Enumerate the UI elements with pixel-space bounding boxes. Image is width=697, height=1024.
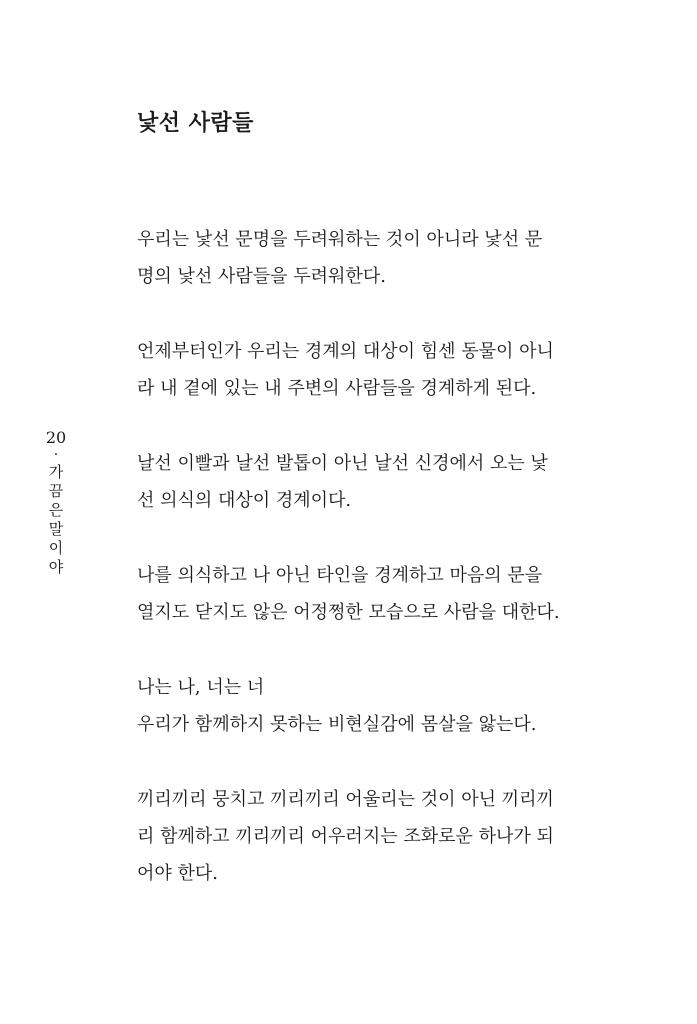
running-header	[42, 428, 70, 577]
book-title-char: 끔	[48, 482, 64, 500]
text-line: 어야 한다.	[137, 863, 218, 884]
text-line: 나는 나, 너는 너	[137, 677, 265, 698]
text-line: 리 함께하고 끼리끼리 어우러지는 조화로운 하나가 되	[137, 826, 554, 847]
book-title-char: 야	[48, 558, 64, 576]
paragraph	[137, 781, 579, 892]
paragraph	[137, 333, 579, 407]
text-line: 라 내 곁에 있는 내 주변의 사람들을 경계하게 된다.	[137, 378, 537, 399]
chapter-title: 낯선 사람들	[137, 110, 254, 136]
book-title-char: 이	[48, 539, 64, 557]
text-line: 끼리끼리 뭉치고 끼리끼리 어울리는 것이 아닌 끼리끼	[137, 789, 554, 810]
text-line: 날선 이빨과 날선 발톱이 아닌 날선 신경에서 오는 낯	[137, 453, 548, 474]
text-line: 명의 낯선 사람들을 두려워한다.	[137, 266, 386, 287]
paragraph	[137, 221, 579, 295]
book-title-char: 말	[48, 520, 64, 538]
book-title-char: 은	[48, 501, 64, 519]
poem-body	[137, 221, 579, 892]
paragraph	[137, 669, 579, 743]
text-line: 언제부터인가 우리는 경계의 대상이 힘센 동물이 아니	[137, 341, 554, 362]
text-line: 열지도 닫지도 않은 어정쩡한 모습으로 사람을 대한다.	[137, 602, 560, 623]
text-line: 나를 의식하고 나 아닌 타인을 경계하고 마음의 문을	[137, 565, 543, 586]
text-line: 선 의식의 대상이 경계이다.	[137, 490, 352, 511]
book-title-char: 가	[48, 463, 64, 481]
text-line: 우리는 낯선 문명을 두려워하는 것이 아니라 낯선 문	[137, 229, 543, 250]
paragraph	[137, 557, 579, 631]
page-number: 20	[45, 428, 67, 447]
paragraph	[137, 445, 579, 519]
text-line: 우리가 함께하지 못하는 비현실감에 몸살을 앓는다.	[137, 714, 537, 735]
separator-dot: ·	[53, 447, 59, 463]
